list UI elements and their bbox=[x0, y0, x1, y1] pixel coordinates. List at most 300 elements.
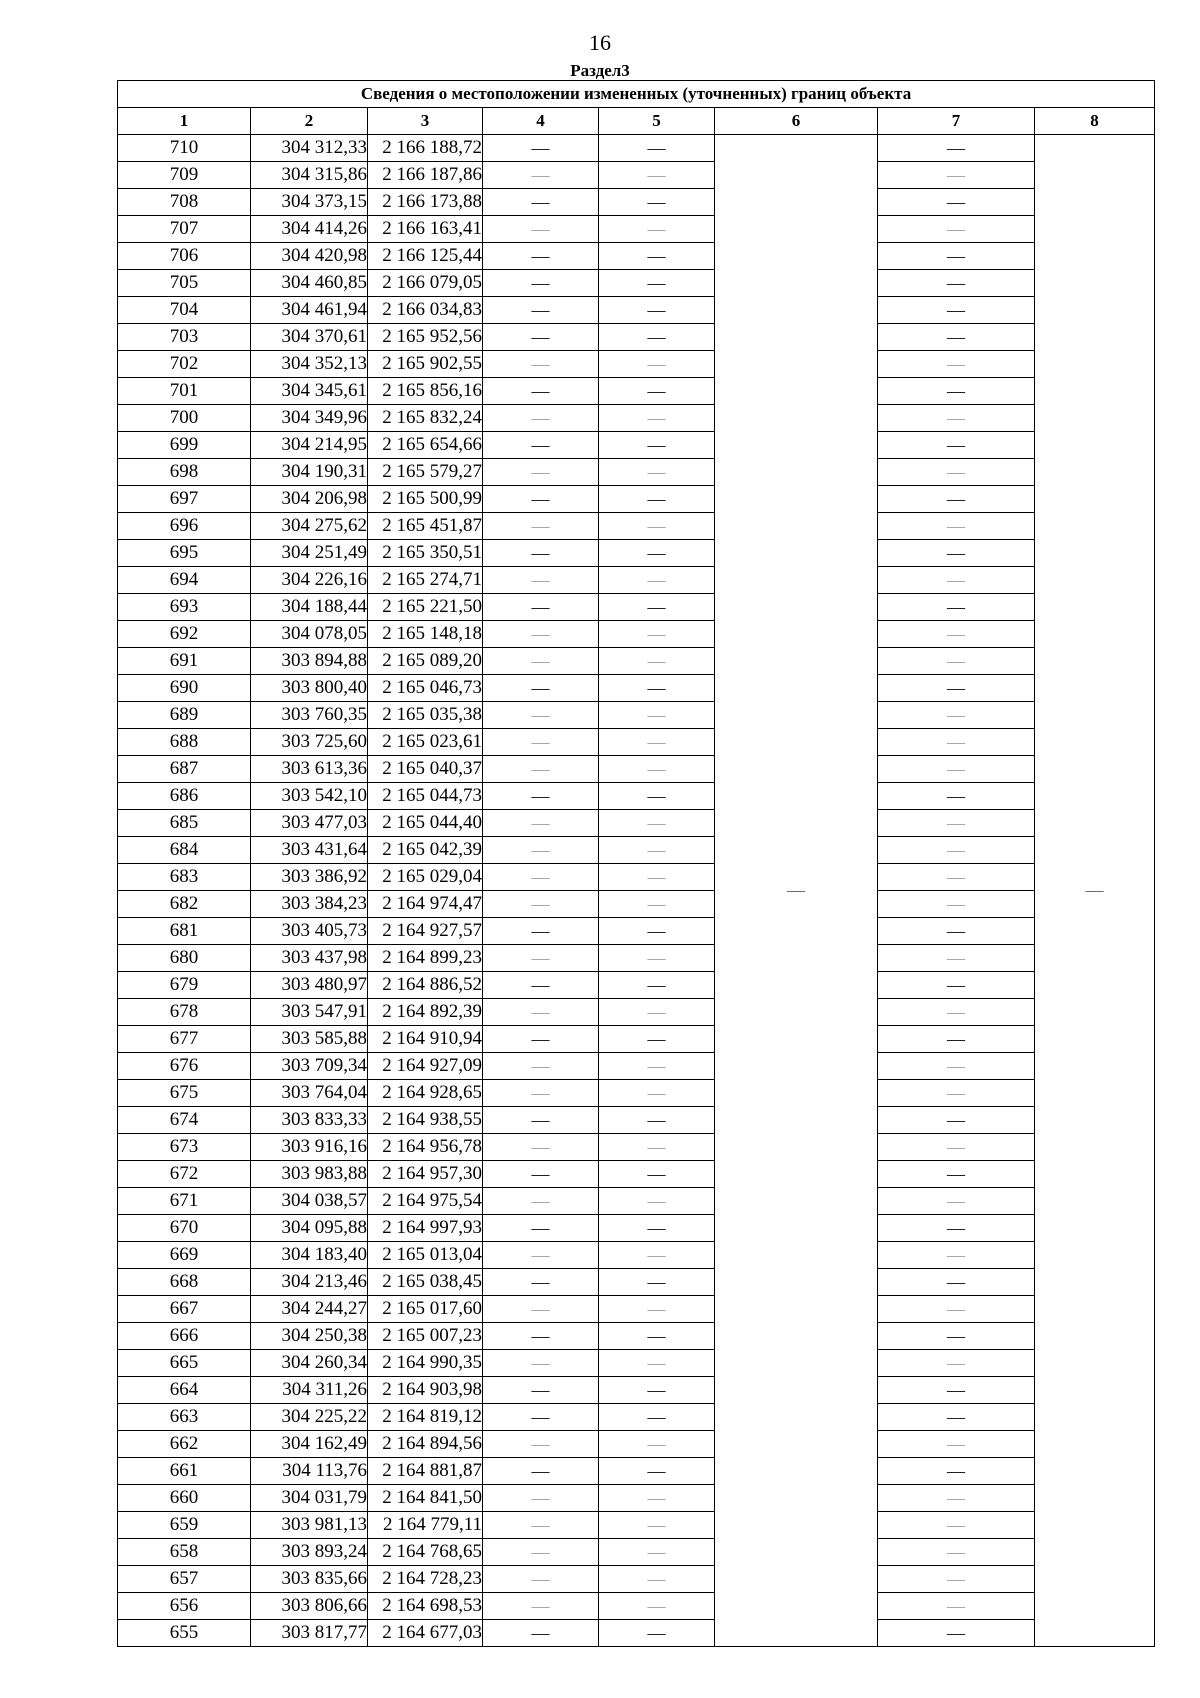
table-row bbox=[118, 1269, 1155, 1296]
point-number-cell: 701 bbox=[118, 378, 251, 405]
column-4-cell: — bbox=[483, 999, 599, 1026]
point-number-cell: 700 bbox=[118, 405, 251, 432]
table-row bbox=[118, 1377, 1155, 1404]
y-coordinate-cell: 2 164 698,53 bbox=[368, 1593, 483, 1620]
point-number-cell: 657 bbox=[118, 1566, 251, 1593]
x-coordinate-cell: 304 352,13 bbox=[251, 351, 368, 378]
point-number-cell: 679 bbox=[118, 972, 251, 999]
column-7-cell: — bbox=[878, 1080, 1035, 1107]
column-4-cell: — bbox=[483, 1323, 599, 1350]
y-coordinate-cell: 2 164 957,30 bbox=[368, 1161, 483, 1188]
column-4-cell: — bbox=[483, 594, 599, 621]
point-number-cell: 666 bbox=[118, 1323, 251, 1350]
column-5-cell: — bbox=[599, 1161, 715, 1188]
point-number-cell: 704 bbox=[118, 297, 251, 324]
column-7-cell: — bbox=[878, 1377, 1035, 1404]
x-coordinate-cell: 303 613,36 bbox=[251, 756, 368, 783]
column-4-cell: — bbox=[483, 675, 599, 702]
column-number-row bbox=[118, 108, 1155, 135]
point-number-cell: 681 bbox=[118, 918, 251, 945]
point-number-cell: 670 bbox=[118, 1215, 251, 1242]
column-5-cell: — bbox=[599, 297, 715, 324]
x-coordinate-cell: 304 349,96 bbox=[251, 405, 368, 432]
column-5-cell: — bbox=[599, 1512, 715, 1539]
y-coordinate-cell: 2 166 034,83 bbox=[368, 297, 483, 324]
table-row bbox=[118, 1215, 1155, 1242]
table-row bbox=[118, 378, 1155, 405]
column-4-cell: — bbox=[483, 918, 599, 945]
column-7-cell: — bbox=[878, 162, 1035, 189]
point-number-cell: 678 bbox=[118, 999, 251, 1026]
point-number-cell: 680 bbox=[118, 945, 251, 972]
x-coordinate-cell: 304 311,26 bbox=[251, 1377, 368, 1404]
column-4-cell: — bbox=[483, 1539, 599, 1566]
column-4-cell: — bbox=[483, 1161, 599, 1188]
column-5-cell: — bbox=[599, 216, 715, 243]
table-row bbox=[118, 1431, 1155, 1458]
column-5-cell: — bbox=[599, 1458, 715, 1485]
point-number-cell: 660 bbox=[118, 1485, 251, 1512]
x-coordinate-cell: 304 190,31 bbox=[251, 459, 368, 486]
x-coordinate-cell: 304 370,61 bbox=[251, 324, 368, 351]
y-coordinate-cell: 2 164 975,54 bbox=[368, 1188, 483, 1215]
y-coordinate-cell: 2 164 892,39 bbox=[368, 999, 483, 1026]
column-7-cell: — bbox=[878, 1296, 1035, 1323]
column-4-cell: — bbox=[483, 1431, 599, 1458]
column-7-cell: — bbox=[878, 1566, 1035, 1593]
column-4-cell: — bbox=[483, 648, 599, 675]
table-row bbox=[118, 675, 1155, 702]
x-coordinate-cell: 304 461,94 bbox=[251, 297, 368, 324]
x-coordinate-cell: 303 542,10 bbox=[251, 783, 368, 810]
column-4-cell: — bbox=[483, 1296, 599, 1323]
column-4-cell: — bbox=[483, 864, 599, 891]
y-coordinate-cell: 2 164 990,35 bbox=[368, 1350, 483, 1377]
column-4-cell: — bbox=[483, 1404, 599, 1431]
column-7-cell: — bbox=[878, 243, 1035, 270]
y-coordinate-cell: 2 164 910,94 bbox=[368, 1026, 483, 1053]
x-coordinate-cell: 303 835,66 bbox=[251, 1566, 368, 1593]
y-coordinate-cell: 2 164 928,65 bbox=[368, 1080, 483, 1107]
x-coordinate-cell: 304 113,76 bbox=[251, 1458, 368, 1485]
table-row bbox=[118, 270, 1155, 297]
column-5-cell: — bbox=[599, 567, 715, 594]
column-7-cell: — bbox=[878, 432, 1035, 459]
x-coordinate-cell: 304 244,27 bbox=[251, 1296, 368, 1323]
y-coordinate-cell: 2 164 819,12 bbox=[368, 1404, 483, 1431]
table-row bbox=[118, 1296, 1155, 1323]
y-coordinate-cell: 2 164 677,03 bbox=[368, 1620, 483, 1647]
y-coordinate-cell: 2 165 902,55 bbox=[368, 351, 483, 378]
y-coordinate-cell: 2 165 221,50 bbox=[368, 594, 483, 621]
table-row bbox=[118, 297, 1155, 324]
y-coordinate-cell: 2 165 029,04 bbox=[368, 864, 483, 891]
y-coordinate-cell: 2 166 173,88 bbox=[368, 189, 483, 216]
y-coordinate-cell: 2 166 187,86 bbox=[368, 162, 483, 189]
point-number-cell: 674 bbox=[118, 1107, 251, 1134]
column-7-cell: — bbox=[878, 1269, 1035, 1296]
column-5-cell: — bbox=[599, 972, 715, 999]
table-row bbox=[118, 1188, 1155, 1215]
y-coordinate-cell: 2 165 274,71 bbox=[368, 567, 483, 594]
column-number: 1 bbox=[118, 108, 251, 135]
table-row bbox=[118, 189, 1155, 216]
y-coordinate-cell: 2 164 903,98 bbox=[368, 1377, 483, 1404]
column-5-cell: — bbox=[599, 729, 715, 756]
column-7-cell: — bbox=[878, 864, 1035, 891]
x-coordinate-cell: 303 547,91 bbox=[251, 999, 368, 1026]
table-body bbox=[118, 135, 1155, 1647]
table-row bbox=[118, 810, 1155, 837]
x-coordinate-cell: 303 833,33 bbox=[251, 1107, 368, 1134]
column-4-cell: — bbox=[483, 1269, 599, 1296]
column-7-cell: — bbox=[878, 1215, 1035, 1242]
y-coordinate-cell: 2 165 952,56 bbox=[368, 324, 483, 351]
table-row bbox=[118, 1404, 1155, 1431]
column-5-cell: — bbox=[599, 513, 715, 540]
column-4-cell: — bbox=[483, 1242, 599, 1269]
table-row bbox=[118, 351, 1155, 378]
column-7-cell: — bbox=[878, 1620, 1035, 1647]
column-number: 7 bbox=[878, 108, 1035, 135]
column-5-cell: — bbox=[599, 999, 715, 1026]
column-5-cell: — bbox=[599, 945, 715, 972]
column-number: 4 bbox=[483, 108, 599, 135]
y-coordinate-cell: 2 165 040,37 bbox=[368, 756, 483, 783]
column-7-cell: — bbox=[878, 1107, 1035, 1134]
y-coordinate-cell: 2 164 938,55 bbox=[368, 1107, 483, 1134]
column-5-cell: — bbox=[599, 1296, 715, 1323]
table-row bbox=[118, 918, 1155, 945]
column-number: 6 bbox=[715, 108, 878, 135]
point-number-cell: 656 bbox=[118, 1593, 251, 1620]
x-coordinate-cell: 303 893,24 bbox=[251, 1539, 368, 1566]
point-number-cell: 685 bbox=[118, 810, 251, 837]
point-number-cell: 706 bbox=[118, 243, 251, 270]
column-7-cell: — bbox=[878, 297, 1035, 324]
column-4-cell: — bbox=[483, 1620, 599, 1647]
column-4-cell: — bbox=[483, 567, 599, 594]
column-4-cell: — bbox=[483, 1053, 599, 1080]
column-7-cell: — bbox=[878, 351, 1035, 378]
column-4-cell: — bbox=[483, 945, 599, 972]
column-4-cell: — bbox=[483, 1188, 599, 1215]
point-number-cell: 684 bbox=[118, 837, 251, 864]
point-number-cell: 671 bbox=[118, 1188, 251, 1215]
y-coordinate-cell: 2 164 728,23 bbox=[368, 1566, 483, 1593]
column-4-cell: — bbox=[483, 1134, 599, 1161]
column-7-cell: — bbox=[878, 1134, 1035, 1161]
y-coordinate-cell: 2 164 768,65 bbox=[368, 1539, 483, 1566]
x-coordinate-cell: 303 800,40 bbox=[251, 675, 368, 702]
table-row bbox=[118, 756, 1155, 783]
y-coordinate-cell: 2 165 042,39 bbox=[368, 837, 483, 864]
column-4-cell: — bbox=[483, 297, 599, 324]
point-number-cell: 672 bbox=[118, 1161, 251, 1188]
column-5-cell: — bbox=[599, 648, 715, 675]
y-coordinate-cell: 2 164 927,09 bbox=[368, 1053, 483, 1080]
column-7-cell: — bbox=[878, 729, 1035, 756]
column-5-cell: — bbox=[599, 1431, 715, 1458]
table-row bbox=[118, 1539, 1155, 1566]
point-number-cell: 661 bbox=[118, 1458, 251, 1485]
y-coordinate-cell: 2 165 046,73 bbox=[368, 675, 483, 702]
coordinates-table bbox=[117, 80, 1155, 1647]
column-5-cell: — bbox=[599, 1620, 715, 1647]
column-7-cell: — bbox=[878, 216, 1035, 243]
column-5-cell: — bbox=[599, 135, 715, 162]
column-7-cell: — bbox=[878, 1539, 1035, 1566]
column-4-cell: — bbox=[483, 216, 599, 243]
y-coordinate-cell: 2 165 089,20 bbox=[368, 648, 483, 675]
column-7-cell: — bbox=[878, 675, 1035, 702]
column-7-cell: — bbox=[878, 486, 1035, 513]
column-6-merged-cell: — bbox=[715, 135, 878, 1647]
section-title: Раздел3 bbox=[570, 61, 630, 80]
column-5-cell: — bbox=[599, 1215, 715, 1242]
y-coordinate-cell: 2 164 886,52 bbox=[368, 972, 483, 999]
table-row bbox=[118, 1107, 1155, 1134]
point-number-cell: 686 bbox=[118, 783, 251, 810]
column-4-cell: — bbox=[483, 783, 599, 810]
column-7-cell: — bbox=[878, 756, 1035, 783]
column-5-cell: — bbox=[599, 1593, 715, 1620]
column-4-cell: — bbox=[483, 1566, 599, 1593]
column-4-cell: — bbox=[483, 1377, 599, 1404]
y-coordinate-cell: 2 164 779,11 bbox=[368, 1512, 483, 1539]
table-row bbox=[118, 1080, 1155, 1107]
y-coordinate-cell: 2 166 188,72 bbox=[368, 135, 483, 162]
y-coordinate-cell: 2 165 013,04 bbox=[368, 1242, 483, 1269]
column-7-cell: — bbox=[878, 1161, 1035, 1188]
column-7-cell: — bbox=[878, 567, 1035, 594]
column-4-cell: — bbox=[483, 621, 599, 648]
table-row bbox=[118, 702, 1155, 729]
column-4-cell: — bbox=[483, 324, 599, 351]
column-5-cell: — bbox=[599, 270, 715, 297]
x-coordinate-cell: 303 725,60 bbox=[251, 729, 368, 756]
table-row bbox=[118, 972, 1155, 999]
column-4-cell: — bbox=[483, 1026, 599, 1053]
column-7-cell: — bbox=[878, 1458, 1035, 1485]
x-coordinate-cell: 304 373,15 bbox=[251, 189, 368, 216]
column-8-merged-cell: — bbox=[1035, 135, 1155, 1647]
table-row bbox=[118, 1323, 1155, 1350]
table-row bbox=[118, 1053, 1155, 1080]
column-5-cell: — bbox=[599, 1566, 715, 1593]
table-row bbox=[118, 1458, 1155, 1485]
column-7-cell: — bbox=[878, 1053, 1035, 1080]
x-coordinate-cell: 304 038,57 bbox=[251, 1188, 368, 1215]
point-number-cell: 665 bbox=[118, 1350, 251, 1377]
column-7-cell: — bbox=[878, 540, 1035, 567]
column-4-cell: — bbox=[483, 459, 599, 486]
column-7-cell: — bbox=[878, 783, 1035, 810]
column-5-cell: — bbox=[599, 1377, 715, 1404]
y-coordinate-cell: 2 165 038,45 bbox=[368, 1269, 483, 1296]
x-coordinate-cell: 303 437,98 bbox=[251, 945, 368, 972]
column-4-cell: — bbox=[483, 405, 599, 432]
column-7-cell: — bbox=[878, 1404, 1035, 1431]
column-4-cell: — bbox=[483, 1593, 599, 1620]
column-7-cell: — bbox=[878, 1431, 1035, 1458]
y-coordinate-cell: 2 164 927,57 bbox=[368, 918, 483, 945]
column-4-cell: — bbox=[483, 1512, 599, 1539]
table-row bbox=[118, 324, 1155, 351]
point-number-cell: 687 bbox=[118, 756, 251, 783]
column-7-cell: — bbox=[878, 324, 1035, 351]
table-row bbox=[118, 1242, 1155, 1269]
column-5-cell: — bbox=[599, 1188, 715, 1215]
point-number-cell: 688 bbox=[118, 729, 251, 756]
table-row bbox=[118, 891, 1155, 918]
point-number-cell: 694 bbox=[118, 567, 251, 594]
column-4-cell: — bbox=[483, 1215, 599, 1242]
y-coordinate-cell: 2 165 148,18 bbox=[368, 621, 483, 648]
column-5-cell: — bbox=[599, 486, 715, 513]
point-number-cell: 703 bbox=[118, 324, 251, 351]
column-7-cell: — bbox=[878, 459, 1035, 486]
point-number-cell: 705 bbox=[118, 270, 251, 297]
point-number-cell: 689 bbox=[118, 702, 251, 729]
table-row bbox=[118, 405, 1155, 432]
y-coordinate-cell: 2 165 035,38 bbox=[368, 702, 483, 729]
column-7-cell: — bbox=[878, 378, 1035, 405]
x-coordinate-cell: 304 225,22 bbox=[251, 1404, 368, 1431]
column-7-cell: — bbox=[878, 270, 1035, 297]
column-5-cell: — bbox=[599, 1404, 715, 1431]
y-coordinate-cell: 2 165 500,99 bbox=[368, 486, 483, 513]
column-5-cell: — bbox=[599, 378, 715, 405]
point-number-cell: 669 bbox=[118, 1242, 251, 1269]
column-4-cell: — bbox=[483, 891, 599, 918]
column-5-cell: — bbox=[599, 1053, 715, 1080]
x-coordinate-cell: 303 981,13 bbox=[251, 1512, 368, 1539]
column-7-cell: — bbox=[878, 1242, 1035, 1269]
x-coordinate-cell: 303 384,23 bbox=[251, 891, 368, 918]
column-5-cell: — bbox=[599, 621, 715, 648]
x-coordinate-cell: 303 806,66 bbox=[251, 1593, 368, 1620]
x-coordinate-cell: 303 983,88 bbox=[251, 1161, 368, 1188]
column-5-cell: — bbox=[599, 1539, 715, 1566]
point-number-cell: 699 bbox=[118, 432, 251, 459]
point-number-cell: 695 bbox=[118, 540, 251, 567]
column-4-cell: — bbox=[483, 1080, 599, 1107]
column-number: 8 bbox=[1035, 108, 1155, 135]
table-row bbox=[118, 1134, 1155, 1161]
column-5-cell: — bbox=[599, 1107, 715, 1134]
column-4-cell: — bbox=[483, 1107, 599, 1134]
x-coordinate-cell: 303 760,35 bbox=[251, 702, 368, 729]
column-5-cell: — bbox=[599, 405, 715, 432]
column-5-cell: — bbox=[599, 675, 715, 702]
column-5-cell: — bbox=[599, 540, 715, 567]
column-5-cell: — bbox=[599, 1026, 715, 1053]
column-5-cell: — bbox=[599, 1242, 715, 1269]
x-coordinate-cell: 303 817,77 bbox=[251, 1620, 368, 1647]
column-5-cell: — bbox=[599, 432, 715, 459]
y-coordinate-cell: 2 166 125,44 bbox=[368, 243, 483, 270]
column-5-cell: — bbox=[599, 918, 715, 945]
y-coordinate-cell: 2 165 579,27 bbox=[368, 459, 483, 486]
column-7-cell: — bbox=[878, 702, 1035, 729]
x-coordinate-cell: 304 213,46 bbox=[251, 1269, 368, 1296]
column-4-cell: — bbox=[483, 351, 599, 378]
point-number-cell: 662 bbox=[118, 1431, 251, 1458]
table-row bbox=[118, 459, 1155, 486]
column-4-cell: — bbox=[483, 486, 599, 513]
table-row bbox=[118, 513, 1155, 540]
column-5-cell: — bbox=[599, 594, 715, 621]
y-coordinate-cell: 2 164 881,87 bbox=[368, 1458, 483, 1485]
point-number-cell: 692 bbox=[118, 621, 251, 648]
point-number-cell: 697 bbox=[118, 486, 251, 513]
y-coordinate-cell: 2 165 007,23 bbox=[368, 1323, 483, 1350]
table-row bbox=[118, 945, 1155, 972]
column-4-cell: — bbox=[483, 1350, 599, 1377]
x-coordinate-cell: 304 420,98 bbox=[251, 243, 368, 270]
point-number-cell: 664 bbox=[118, 1377, 251, 1404]
column-5-cell: — bbox=[599, 756, 715, 783]
point-number-cell: 676 bbox=[118, 1053, 251, 1080]
column-4-cell: — bbox=[483, 837, 599, 864]
table-row bbox=[118, 999, 1155, 1026]
point-number-cell: 677 bbox=[118, 1026, 251, 1053]
point-number-cell: 693 bbox=[118, 594, 251, 621]
x-coordinate-cell: 304 188,44 bbox=[251, 594, 368, 621]
column-4-cell: — bbox=[483, 972, 599, 999]
x-coordinate-cell: 303 585,88 bbox=[251, 1026, 368, 1053]
column-5-cell: — bbox=[599, 162, 715, 189]
y-coordinate-cell: 2 164 956,78 bbox=[368, 1134, 483, 1161]
point-number-cell: 710 bbox=[118, 135, 251, 162]
column-5-cell: — bbox=[599, 783, 715, 810]
point-number-cell: 708 bbox=[118, 189, 251, 216]
column-4-cell: — bbox=[483, 540, 599, 567]
y-coordinate-cell: 2 165 044,73 bbox=[368, 783, 483, 810]
table-row bbox=[118, 135, 1155, 162]
table-row bbox=[118, 729, 1155, 756]
x-coordinate-cell: 304 414,26 bbox=[251, 216, 368, 243]
x-coordinate-cell: 304 183,40 bbox=[251, 1242, 368, 1269]
point-number-cell: 709 bbox=[118, 162, 251, 189]
x-coordinate-cell: 303 916,16 bbox=[251, 1134, 368, 1161]
column-7-cell: — bbox=[878, 189, 1035, 216]
column-4-cell: — bbox=[483, 1458, 599, 1485]
point-number-cell: 659 bbox=[118, 1512, 251, 1539]
table-row bbox=[118, 864, 1155, 891]
column-7-cell: — bbox=[878, 918, 1035, 945]
y-coordinate-cell: 2 165 017,60 bbox=[368, 1296, 483, 1323]
column-7-cell: — bbox=[878, 810, 1035, 837]
table-row bbox=[118, 1485, 1155, 1512]
column-7-cell: — bbox=[878, 945, 1035, 972]
point-number-cell: 675 bbox=[118, 1080, 251, 1107]
x-coordinate-cell: 304 260,34 bbox=[251, 1350, 368, 1377]
table-row bbox=[118, 837, 1155, 864]
column-7-cell: — bbox=[878, 837, 1035, 864]
y-coordinate-cell: 2 166 163,41 bbox=[368, 216, 483, 243]
table-row bbox=[118, 1161, 1155, 1188]
table-row bbox=[118, 567, 1155, 594]
point-number-cell: 682 bbox=[118, 891, 251, 918]
column-4-cell: — bbox=[483, 702, 599, 729]
column-7-cell: — bbox=[878, 891, 1035, 918]
column-4-cell: — bbox=[483, 756, 599, 783]
column-5-cell: — bbox=[599, 891, 715, 918]
x-coordinate-cell: 304 315,86 bbox=[251, 162, 368, 189]
column-5-cell: — bbox=[599, 1485, 715, 1512]
